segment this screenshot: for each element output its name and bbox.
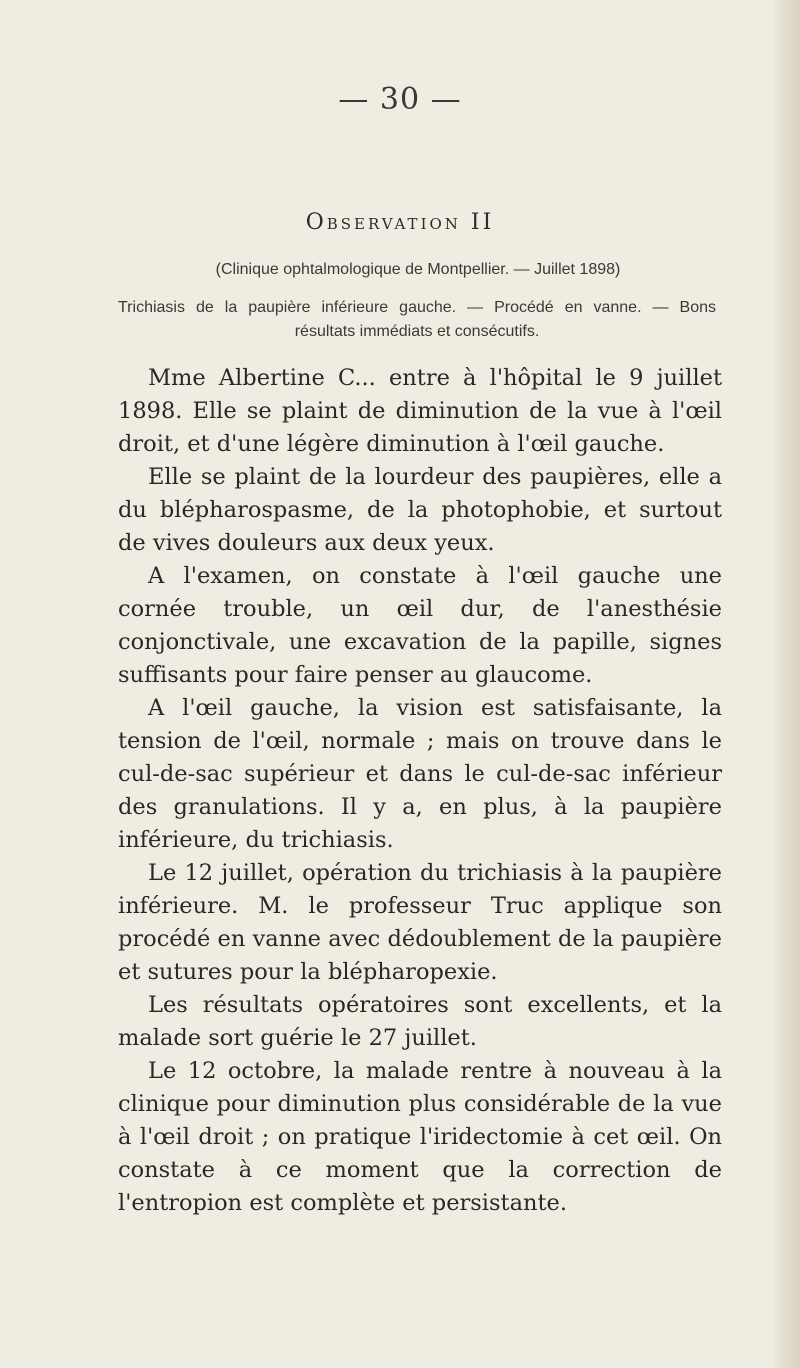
- paragraph-examination: A l'examen, on constate à l'œil gauche une cornée trouble, un œil dur, de l'anesthésie conjonctivale, une excavation de la papille, signes suffisants pour faire penser au glaucome.: [118, 563, 722, 688]
- paragraph-results: Les résultats opératoires sont excellents, et la malade sort guérie le 27 juillet.: [118, 992, 722, 1051]
- paragraph-admission: Mme Albertine C... entre à l'hôpital le 9 juillet 1898. Elle se plaint de diminution de la vue à l'œil droit, et d'une légère diminution à l'œil gauche.: [118, 365, 722, 457]
- page-number: — 30 —: [338, 82, 462, 117]
- paragraph-left-eye: A l'œil gauche, la vision est satisfaisante, la tension de l'œil, normale ; mais on trouve dans le cul-de-sac supérieur et dans le cul-de-sac inférieur des granulations. Il y a, en plus, à la paupière inférieure, du trichiasis.: [118, 695, 722, 853]
- page-edge-shadow: [774, 0, 800, 1368]
- clinic-source-line: (Clinique ophtalmologique de Montpellier. — Juillet 1898): [215, 261, 621, 278]
- case-summary: [118, 296, 716, 344]
- observation-title: Observation II: [305, 210, 495, 235]
- paragraph-symptoms: Elle se plaint de la lourdeur des paupières, elle a du blépharospasme, de la photophobie, et surtout de vives douleurs aux deux yeux.: [118, 464, 722, 556]
- case-summary-line-2: résultats immédiats et consécutifs.: [294, 323, 540, 340]
- paragraph-followup: Le 12 octobre, la malade rentre à nouveau à la clinique pour diminution plus considérable de la vue à l'œil droit ; on pratique l'iridectomie à cet œil. On constate à ce moment que la correction de l'entropion est complète et persistante.: [118, 1058, 722, 1216]
- paragraph-operation: Le 12 juillet, opération du trichiasis à la paupière inférieure. M. le professeur Truc applique son procédé en vanne avec dédoublement de la paupière et sutures pour la blépharopexie.: [118, 860, 722, 985]
- case-body: [118, 362, 722, 1220]
- case-summary-line-1: Trichiasis de la paupière inférieure gauche. — Procédé en vanne. — Bons: [118, 299, 716, 316]
